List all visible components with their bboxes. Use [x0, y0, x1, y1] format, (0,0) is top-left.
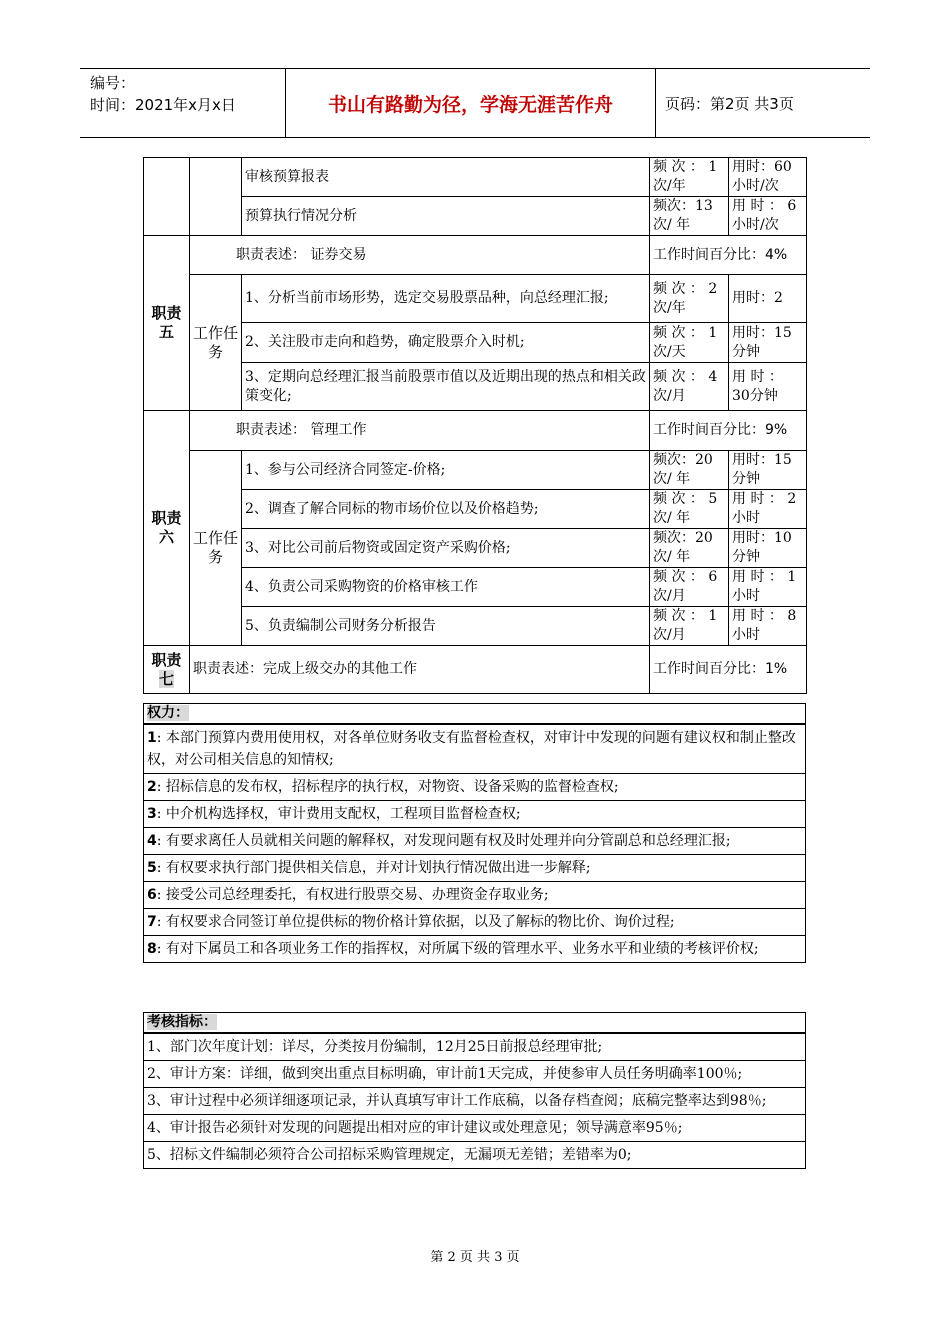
table-row — [144, 529, 807, 568]
powers-table — [143, 703, 806, 963]
task-text: 预算执行情况分析 — [242, 197, 650, 236]
task-frequency: 频 次 ： 1次/天 — [650, 323, 729, 363]
task-time: 用 时 ： 8小时 — [729, 607, 807, 646]
task-time: 用时：60小时/次 — [729, 158, 807, 197]
item-number: 3 — [147, 806, 157, 822]
power-item — [144, 855, 806, 882]
task-frequency: 频 次 ： 5次/ 年 — [650, 490, 729, 529]
table-row — [144, 855, 806, 882]
duty-description: 职责表述： 证券交易 — [190, 236, 650, 275]
task-text: 2、关注股市走向和趋势，确定股票介入时机; — [242, 323, 650, 363]
duty-label-line — [144, 670, 189, 689]
table-row — [144, 1115, 806, 1142]
item-text: : 接受公司总经理委托，有权进行股票交易、办理资金存取业务; — [156, 887, 549, 903]
item-text: : 有权要求合同签订单位提供标的物价格计算依据，以及了解标的物比价、询价过程; — [156, 914, 675, 930]
duty-label: 职责五 — [144, 236, 190, 411]
task-text: 1、参与公司经济合同签定-价格; — [242, 451, 650, 490]
code-label: 编号： — [90, 74, 136, 92]
work-task-label: 工作任务 — [190, 275, 242, 411]
table-row — [144, 646, 807, 694]
table-row — [144, 607, 807, 646]
empty-cell — [144, 158, 190, 236]
kpi-table — [143, 1012, 806, 1169]
power-item — [144, 828, 806, 855]
page-header — [80, 68, 870, 138]
duty-time-percent: 工作时间百分比：1% — [650, 646, 807, 694]
table-row — [144, 1142, 806, 1169]
task-text: 3、定期向总经理汇报当前股票市值以及近期出现的热点和相关政策变化; — [242, 363, 650, 411]
task-frequency: 频 次 ： 1次/月 — [650, 607, 729, 646]
item-number: 8 — [147, 941, 157, 957]
table-row — [144, 828, 806, 855]
kpi-item: 1、部门次年度计划：详尽，分类按月份编制，12月25日前报总经理审批; — [144, 1033, 806, 1061]
task-time: 用时：10分钟 — [729, 529, 807, 568]
table-row — [144, 236, 807, 275]
power-item — [144, 909, 806, 936]
header-meta — [90, 72, 285, 116]
task-time: 用时：15分钟 — [729, 451, 807, 490]
table-row — [144, 724, 806, 774]
item-text: : 有权要求执行部门提供相关信息，并对计划执行情况做出进一步解释; — [156, 860, 591, 876]
table-row — [144, 323, 807, 363]
item-number: 1 — [147, 730, 157, 746]
table-row — [144, 451, 807, 490]
item-number: 5 — [147, 860, 157, 876]
duty-time-percent: 工作时间百分比：9% — [650, 411, 807, 451]
section-title — [144, 704, 806, 725]
table-row — [144, 197, 807, 236]
table-row — [144, 1013, 806, 1034]
table-row — [144, 882, 806, 909]
table-row — [144, 1033, 806, 1061]
kpi-title: 考核指标： — [147, 1014, 217, 1030]
table-row — [144, 909, 806, 936]
kpi-item: 2、审计方案：详细，做到突出重点目标明确，审计前1天完成，并使参审人员任务明确率100％; — [144, 1061, 806, 1088]
duty-label-line: 职责 — [151, 650, 182, 669]
work-task-label: 工作任务 — [190, 451, 242, 646]
table-row — [144, 1088, 806, 1115]
task-time: 用 时 ： 6小时/次 — [729, 197, 807, 236]
task-text: 2、调查了解合同标的物市场价位以及价格趋势; — [242, 490, 650, 529]
table-row — [144, 704, 806, 725]
task-text: 5、负责编制公司财务分析报告 — [242, 607, 650, 646]
duty-description: 职责表述：完成上级交办的其他工作 — [190, 646, 650, 694]
table-row — [144, 411, 807, 451]
header-page-label: 页码：第2页 共3页 — [665, 95, 794, 113]
kpi-item: 3、审计过程中必须详细逐项记录，并认真填写审计工作底稿，以备存档查阅；底稿完整率达到98％; — [144, 1088, 806, 1115]
item-number: 6 — [147, 887, 157, 903]
header-divider — [655, 69, 656, 137]
task-time: 用时：2 — [729, 275, 807, 323]
table-row — [144, 363, 807, 411]
item-text: : 招标信息的发布权，招标程序的执行权，对物资、设备采购的监督检查权; — [156, 779, 619, 795]
table-row — [144, 158, 807, 197]
task-frequency: 频次：13次/ 年 — [650, 197, 729, 236]
kpi-item: 4、审计报告必须针对发现的问题提出相对应的审计建议或处理意见；领导满意率95％; — [144, 1115, 806, 1142]
header-motto: 书山有路勤为径，学海无涯苦作舟 — [327, 94, 613, 116]
task-frequency: 频 次 ： 1次/年 — [650, 158, 729, 197]
item-text: : 有要求离任人员就相关问题的解释权，对发现问题有权及时处理并向分管副总和总经理汇报; — [156, 833, 731, 849]
date-label: 时间：2021年x月x日 — [90, 96, 236, 114]
table-row — [144, 774, 806, 801]
power-item — [144, 882, 806, 909]
kpi-item: 5、招标文件编制必须符合公司招标采购管理规定，无漏项无差错；差错率为0; — [144, 1142, 806, 1169]
duty-label — [144, 646, 190, 694]
duty-label-highlight: 七 — [158, 669, 174, 688]
table-row — [144, 936, 806, 963]
item-number: 4 — [147, 833, 157, 849]
task-frequency: 频次：20次/ 年 — [650, 529, 729, 568]
duty-time-percent: 工作时间百分比：4% — [650, 236, 807, 275]
task-time: 用 时 ： 2小时 — [729, 490, 807, 529]
page-footer: 第 2 页 共 3 页 — [430, 1250, 520, 1265]
table-row — [144, 1061, 806, 1088]
task-time: 用 时 ： 1小时 — [729, 568, 807, 607]
task-frequency: 频 次 ： 2次/年 — [650, 275, 729, 323]
table-row — [144, 801, 806, 828]
duties-table — [143, 157, 807, 694]
table-row — [144, 568, 807, 607]
item-number: 7 — [147, 914, 157, 930]
task-text: 1、分析当前市场形势，选定交易股票品种，向总经理汇报; — [242, 275, 650, 323]
item-text: : 中介机构选择权，审计费用支配权，工程项目监督检查权; — [156, 806, 521, 822]
task-frequency: 频次：20次/ 年 — [650, 451, 729, 490]
table-row — [144, 490, 807, 529]
task-time: 用 时 ： 30分钟 — [729, 363, 807, 411]
item-number: 2 — [147, 779, 157, 795]
task-frequency: 频 次 ： 4次/月 — [650, 363, 729, 411]
task-frequency: 频 次 ： 6次/月 — [650, 568, 729, 607]
task-text: 4、负责公司采购物资的价格审核工作 — [242, 568, 650, 607]
empty-cell — [190, 158, 242, 236]
task-text: 3、对比公司前后物资或固定资产采购价格; — [242, 529, 650, 568]
power-item — [144, 774, 806, 801]
task-text: 审核预算报表 — [242, 158, 650, 197]
task-time: 用时：15分钟 — [729, 323, 807, 363]
duty-label: 职责六 — [144, 411, 190, 646]
power-item — [144, 801, 806, 828]
power-item — [144, 724, 806, 774]
power-item — [144, 936, 806, 963]
powers-title: 权力： — [147, 705, 189, 721]
item-text: : 本部门预算内费用使用权，对各单位财务收支有监督检查权，对审计中发现的问题有建议权和制止整改权，对公司相关信息的知情权; — [147, 730, 796, 768]
section-title — [144, 1013, 806, 1034]
duty-description: 职责表述： 管理工作 — [190, 411, 650, 451]
table-row — [144, 275, 807, 323]
item-text: : 有对下属员工和各项业务工作的指挥权，对所属下级的管理水平、业务水平和业绩的考核评价权; — [156, 941, 759, 957]
